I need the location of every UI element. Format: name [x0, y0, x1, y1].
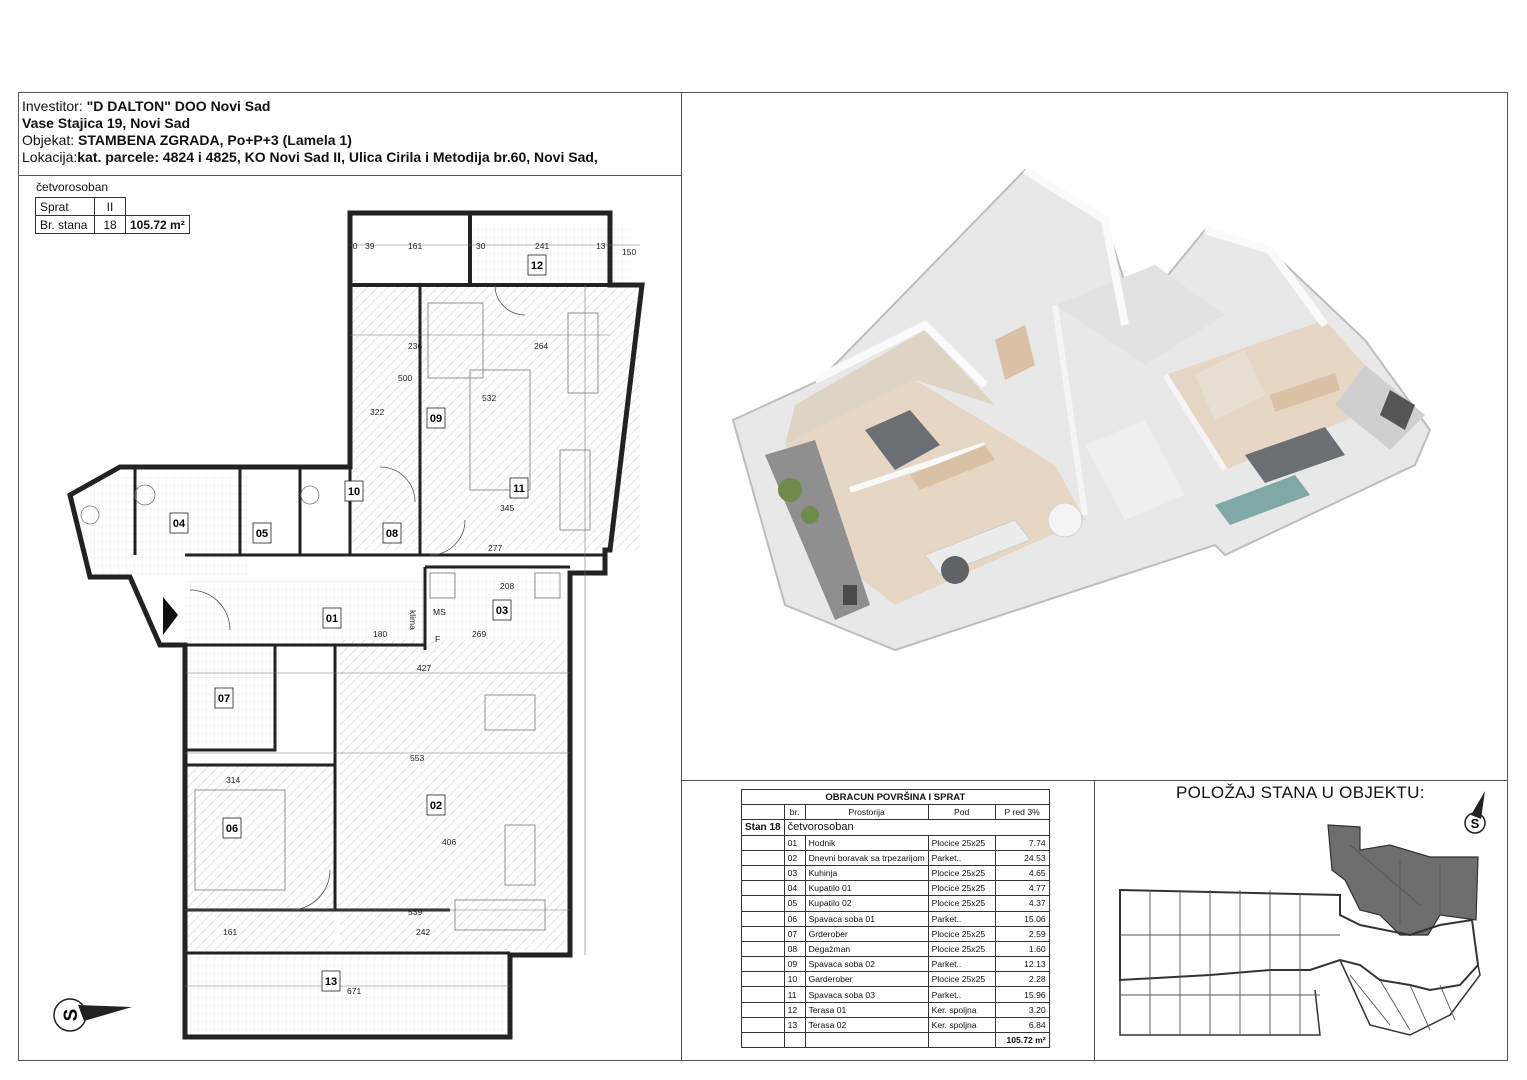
- table-row: 02 Dnevni boravak sa trpezarijom Parket.. 24.53: [742, 850, 1050, 865]
- room-code-07: 07: [217, 693, 231, 705]
- keyplan-north-label: S: [1470, 816, 1480, 831]
- dim-label: 532: [482, 393, 497, 403]
- area-table-header-row: br. Prostorija Pod P red 3%: [742, 805, 1050, 820]
- dim-label: 539: [408, 907, 423, 917]
- address-line: Vase Stajica 19, Novi Sad: [22, 115, 191, 131]
- klima-label: klima: [408, 610, 418, 630]
- dim-label: 161: [223, 927, 238, 937]
- room-code-01: 01: [325, 613, 339, 625]
- table-row: 13 Terasa 02 Ker. spoljna 6.84: [742, 1017, 1050, 1032]
- room-code-05: 05: [255, 528, 269, 540]
- room-code-12: 12: [530, 260, 544, 272]
- object-line: Objekat: STAMBENA ZGRADA, Po+P+3 (Lamela 1): [22, 132, 352, 148]
- apartment-type: četvorosoban: [36, 180, 109, 194]
- dim-label: 264: [534, 341, 549, 351]
- dim-label: 39: [365, 241, 375, 251]
- dim-label: 161: [408, 241, 423, 251]
- fridge-label: F: [435, 634, 441, 644]
- dim-label: 427: [417, 663, 432, 673]
- table-row: 09 Spavaca soba 02 Parket.. 12.13: [742, 957, 1050, 972]
- floor-plan: [30, 205, 650, 1045]
- room-code-02: 02: [429, 800, 443, 812]
- dim-label: 406: [442, 837, 457, 847]
- dim-label: 500: [398, 373, 413, 383]
- table-row: 11 Spavaca soba 03 Parket.. 15.96: [742, 987, 1050, 1002]
- dim-label: 30: [476, 241, 486, 251]
- table-row: 06 Spavaca soba 01 Parket.. 15.06: [742, 911, 1050, 926]
- area-table-stan-row: Stan 18 četvorosoban: [742, 820, 1050, 835]
- dim-label: 242: [416, 927, 431, 937]
- apartment-3d-render: [725, 165, 1455, 655]
- table-row: 10 Garderober Plocice 25x25 2.28: [742, 972, 1050, 987]
- location-line: Lokacija:kat. parcele: 4824 i 4825, KO Novi Sad II, Ulica Cirila i Metodija br.60, Novi Sad,: [22, 149, 598, 165]
- area-calculation-table: [741, 789, 1050, 1048]
- dim-label: 314: [226, 775, 241, 785]
- ms-label: MS: [433, 607, 446, 617]
- room-code-03: 03: [495, 605, 509, 617]
- divider-vertical-main: [681, 92, 682, 1061]
- room-code-04: 04: [172, 518, 186, 530]
- room-code-13: 13: [324, 976, 338, 988]
- table-row: 01 Hodnik Plocice 25x25 7.74: [742, 835, 1050, 850]
- table-row: 05 Kupatilo 02 Plocice 25x25 4.37: [742, 896, 1050, 911]
- room-code-06: 06: [225, 823, 239, 835]
- north-arrow-label: S: [61, 1008, 82, 1022]
- dim-label: 208: [500, 581, 515, 591]
- dim-label: 269: [472, 629, 487, 639]
- table-row: 03 Kuhinja Plocice 25x25 4.65: [742, 865, 1050, 880]
- table-row: 04 Kupatilo 01 Plocice 25x25 4.77: [742, 881, 1050, 896]
- table-row: 12 Terasa 01 Ker. spoljna 3.20: [742, 1002, 1050, 1017]
- divider-keyplan: [1094, 780, 1095, 1061]
- dim-label: 345: [500, 503, 515, 513]
- dim-label: 277: [488, 543, 503, 553]
- info-row-number: Br. stana 18 105.72 m²: [36, 216, 190, 234]
- info-row-floor: Sprat II: [36, 198, 190, 216]
- dim-label: 241: [535, 241, 550, 251]
- table-row: 08 Degažman Plocice 25x25 1.60: [742, 941, 1050, 956]
- room-code-11: 11: [513, 483, 525, 495]
- dim-label: 553: [410, 753, 425, 763]
- area-table-title-row: OBRACUN POVRŠINA I SPRAT: [742, 790, 1050, 805]
- position-title: POLOŽAJ STANA U OBJEKTU:: [1176, 783, 1425, 802]
- dim-label: 13: [596, 241, 606, 251]
- area-table-total-row: 105.72 m²: [742, 1033, 1050, 1048]
- investor-line: Investitor: "D DALTON" DOO Novi Sad: [22, 98, 271, 114]
- project-header: [22, 98, 598, 166]
- dim-label: 671: [347, 986, 362, 996]
- room-code-08: 08: [385, 528, 399, 540]
- dim-label: 180: [373, 629, 388, 639]
- dim-label: 322: [370, 407, 385, 417]
- divider-header: [18, 175, 682, 176]
- table-row: 07 Grderober Plocice 25x25 2.59: [742, 926, 1050, 941]
- dim-label: 30: [348, 241, 358, 251]
- building-key-plan: [1110, 785, 1502, 1047]
- room-code-09: 09: [429, 413, 443, 425]
- dim-label: 236: [408, 341, 423, 351]
- dim-label: 150: [622, 247, 637, 257]
- room-code-10: 10: [347, 486, 361, 498]
